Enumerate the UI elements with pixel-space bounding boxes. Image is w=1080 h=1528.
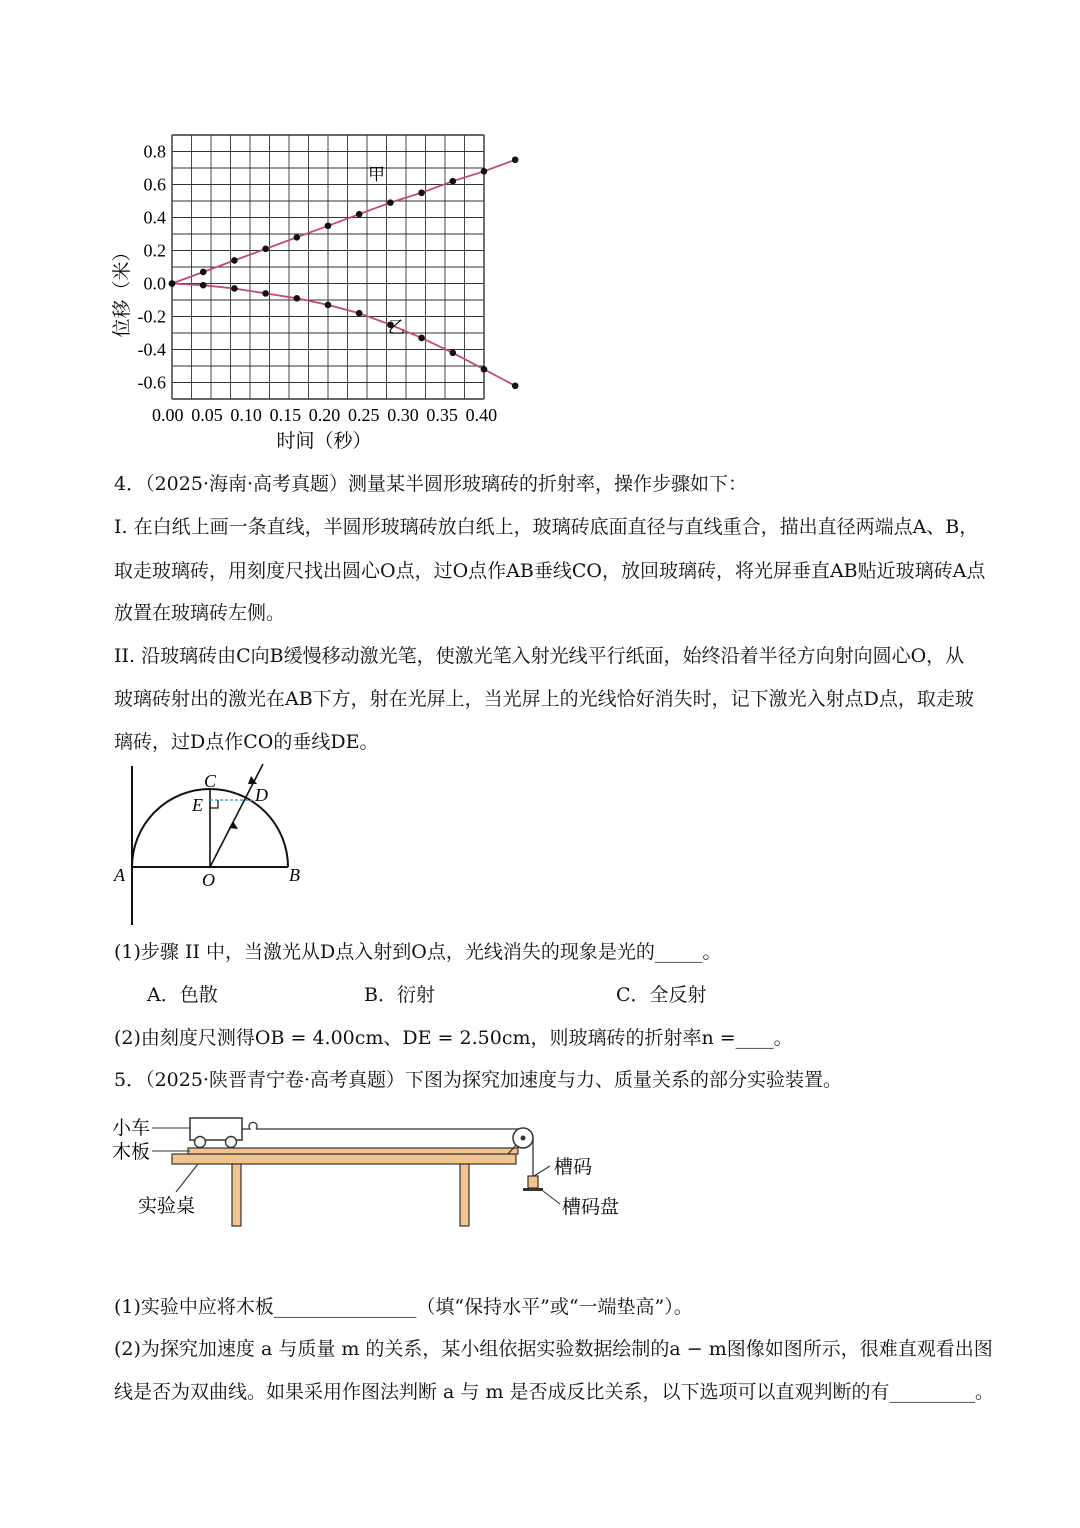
data-point — [387, 199, 394, 206]
semicircle-glass-diagram — [110, 760, 340, 930]
data-point — [169, 280, 176, 287]
label-o: O — [202, 870, 215, 890]
pulley-axle — [521, 1136, 526, 1141]
x-tick-label: 0.20 — [308, 405, 341, 425]
leader-pan — [543, 1191, 560, 1204]
cart-wheel-right — [226, 1137, 237, 1148]
y-axis-label: 位移（米） — [112, 242, 133, 338]
label-a: A — [114, 865, 125, 885]
label-c: C — [204, 771, 217, 791]
q4-step1-line2: 取走玻璃砖，用刻度尺找出圆心O点，过O点作AB垂线CO，放回玻璃砖，将光屏垂直AB贴近玻璃砖A点 — [114, 560, 986, 582]
x-tick-label: 0.05 — [191, 405, 223, 425]
q4-option-b: B．衍射 — [364, 984, 435, 1006]
series-line-jia — [172, 160, 515, 284]
data-point — [450, 178, 457, 185]
q5-sub2-line1: (2)为探究加速度 a 与质量 m 的关系，某小组依据实验数据绘制的a − m图像如图所示，很难直观看出图 — [114, 1338, 993, 1360]
label-table: 实验桌 — [138, 1196, 196, 1217]
q4-option-a: A．色散 — [147, 984, 218, 1006]
data-point — [294, 295, 301, 302]
hook-weight — [528, 1176, 538, 1188]
q5-sub2-line2: 线是否为双曲线。如果采用作图法判断 a 与 m 是否成反比关系，以下选项可以直观判断的有_________。 — [114, 1381, 995, 1403]
data-point — [356, 310, 363, 317]
x-tick-label: 0.15 — [269, 405, 302, 425]
leader-weight — [534, 1166, 550, 1176]
q4-step2-line2: 玻璃砖射出的激光在AB下方，射在光屏上，当光屏上的光线恰好消失时，记下激光入射点D点，取走玻 — [114, 688, 974, 710]
y-tick-label: -0.6 — [137, 372, 166, 393]
label-e: E — [192, 795, 203, 815]
cart-hook — [242, 1122, 257, 1129]
y-tick-label: 0.6 — [143, 174, 166, 195]
data-point — [262, 246, 269, 253]
series-lines — [172, 160, 515, 386]
data-point — [200, 269, 207, 276]
data-point — [450, 350, 457, 357]
series-label-jia: 甲 — [368, 165, 385, 184]
label-d: D — [255, 785, 268, 805]
x-tick-labels — [152, 405, 497, 425]
q4-step2-line3: 璃砖，过D点作CO的垂线DE。 — [114, 731, 379, 753]
table-leg-right — [460, 1164, 469, 1226]
q4-step1-line3: 放置在玻璃砖左侧。 — [114, 602, 286, 624]
table-leg-left — [232, 1164, 241, 1226]
label-b: B — [289, 865, 300, 885]
data-point — [325, 222, 332, 229]
data-point — [418, 335, 425, 342]
x-tick-label: 0.10 — [230, 405, 262, 425]
label-board: 木板 — [112, 1142, 151, 1163]
data-point — [481, 366, 488, 373]
q4-step2-line1: II. 沿玻璃砖由C向B缓慢移动激光笔，使激光笔入射光线平行纸面，始终沿着半径方向射向圆心O，从 — [114, 645, 965, 667]
label-cart: 小车 — [112, 1118, 151, 1139]
x-tick-label: 0.00 — [152, 405, 184, 425]
data-point — [231, 285, 238, 292]
y-tick-labels — [138, 142, 167, 393]
x-tick-label: 0.30 — [387, 405, 419, 425]
data-point — [325, 302, 332, 309]
q4-heading: 4．（2025·海南·高考真题）测量某半圆形玻璃砖的折射率，操作步骤如下： — [114, 473, 748, 495]
y-tick-label: -0.4 — [137, 339, 166, 360]
series-line-yi — [172, 284, 515, 386]
data-point — [231, 257, 238, 264]
data-point — [356, 211, 363, 218]
displacement-time-chart — [100, 130, 640, 450]
weight-pan — [523, 1188, 543, 1191]
ray-arrow-inner-icon — [229, 821, 238, 829]
q4-sub2: (2)由刻度尺测得OB = 4.00cm、DE = 2.50cm，则玻璃砖的折射率n =____。 — [114, 1027, 793, 1049]
data-point — [294, 234, 301, 241]
data-point — [418, 189, 425, 196]
x-axis-label: 时间（秒） — [276, 431, 372, 450]
q5-heading: 5．（2025·陕晋青宁卷·高考真题）下图为探究加速度与力、质量关系的部分实验装置。 — [114, 1069, 843, 1091]
laser-ray — [210, 764, 263, 867]
data-point — [512, 156, 519, 163]
y-tick-label: 0.0 — [143, 273, 166, 294]
apparatus-diagram — [110, 1108, 650, 1243]
series-points — [169, 156, 519, 389]
x-tick-label: 0.25 — [348, 405, 380, 425]
cart-wheel-left — [195, 1137, 206, 1148]
q4-sub1: (1)步骤 II 中，当激光从D点入射到O点，光线消失的现象是光的_____。 — [114, 941, 722, 963]
series-label-yi: 乙 — [388, 318, 405, 337]
wooden-board — [188, 1148, 518, 1154]
label-weight: 槽码 — [554, 1157, 593, 1178]
y-tick-label: -0.2 — [137, 306, 166, 327]
right-angle-mark — [210, 800, 218, 808]
leader-table — [176, 1164, 198, 1192]
y-tick-label: 0.2 — [143, 240, 166, 261]
y-tick-label: 0.8 — [143, 141, 166, 162]
table-top — [172, 1154, 516, 1164]
data-point — [512, 383, 519, 390]
data-point — [262, 290, 269, 297]
y-tick-label: 0.4 — [143, 207, 166, 228]
q4-step1-line1: I. 在白纸上画一条直线，半圆形玻璃砖放白纸上，玻璃砖底面直径与直线重合，描出直径两端点A、B， — [114, 516, 979, 538]
data-point — [200, 282, 207, 289]
data-point — [481, 168, 488, 175]
label-pan: 槽码盘 — [562, 1197, 620, 1218]
x-tick-label: 0.40 — [465, 405, 498, 425]
q4-option-c: C．全反射 — [616, 984, 707, 1006]
q5-sub1: (1)实验中应将木板_______________（填“保持水平”或“一端垫高”）。 — [114, 1296, 693, 1318]
x-tick-label: 0.35 — [426, 405, 458, 425]
